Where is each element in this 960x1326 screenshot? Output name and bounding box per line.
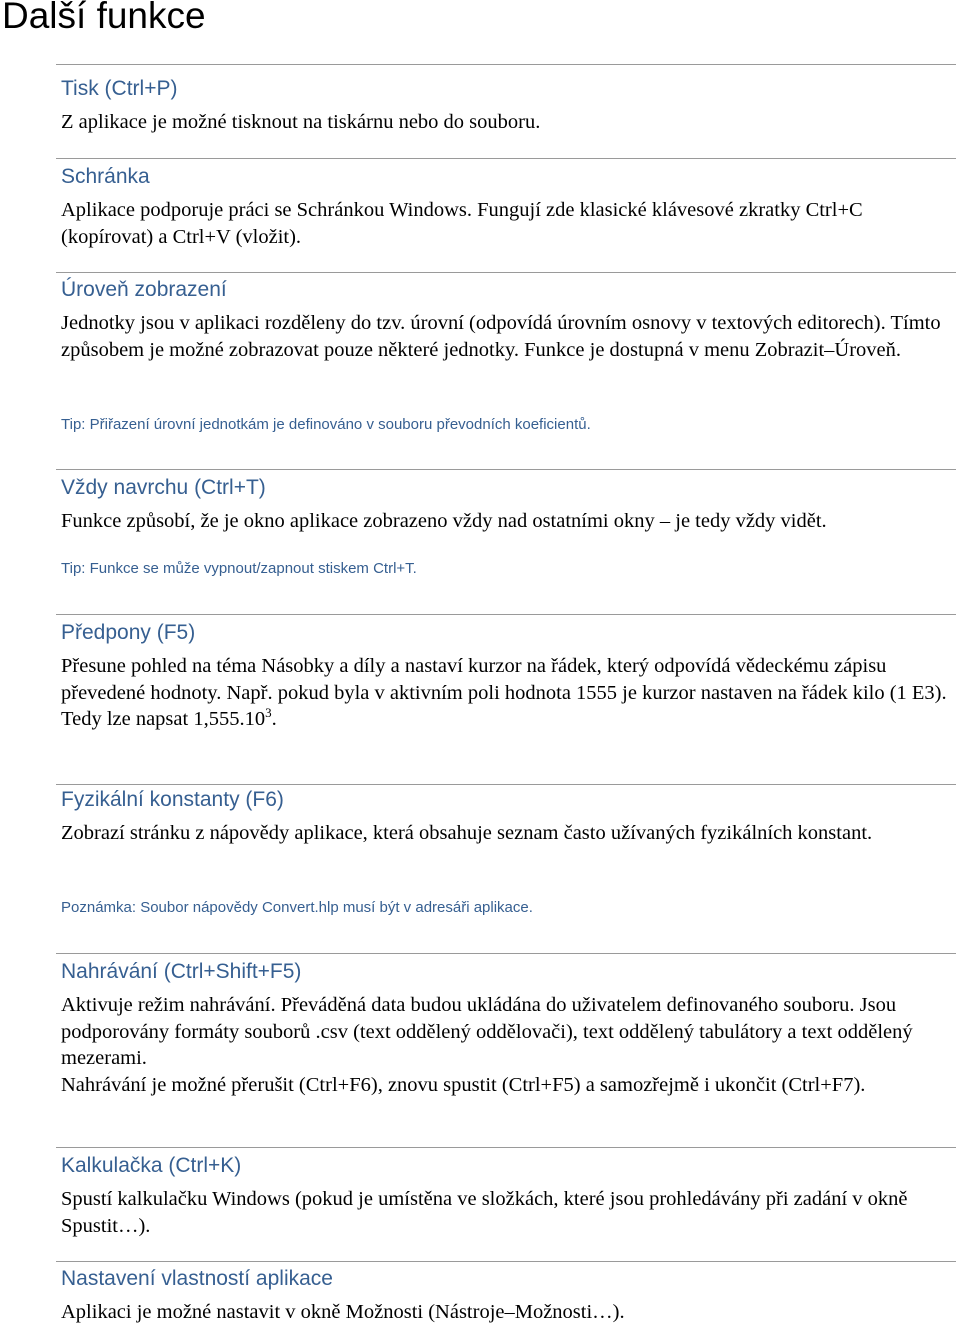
body-text: Funkce způsobí, že je okno aplikace zobrazeno vždy nad ostatními okny – je tedy vždy vidět.	[61, 510, 827, 532]
section-heading: Předpony (F5)	[61, 621, 196, 644]
body-text: Z aplikace je možné tisknout na tiskárnu nebo do souboru.	[61, 111, 541, 133]
section-divider	[56, 1147, 956, 1148]
section-divider	[56, 1261, 956, 1262]
section-body	[61, 653, 950, 733]
body-text: Spustí kalkulačku Windows (pokud je umístěna ve složkách, které jsou prohledávány při zadání v okně Spustit…).	[61, 1188, 908, 1237]
body-text: Aplikaci je možné nastavit v okně Možnosti (Nástroje–Možnosti…).	[61, 1301, 625, 1323]
section-divider	[56, 158, 956, 159]
section-body	[61, 310, 950, 363]
tip-note: Tip: Přiřazení úrovní jednotkám je definováno v souboru převodních koeficientů.	[61, 416, 591, 433]
section-divider	[56, 272, 956, 273]
section-heading: Fyzikální konstanty (F6)	[61, 788, 284, 811]
tip-note: Tip: Funkce se může vypnout/zapnout stiskem Ctrl+T.	[61, 560, 417, 577]
section-heading: Nahrávání (Ctrl+Shift+F5)	[61, 960, 302, 983]
body-text: Aplikace podporuje práci se Schránkou Windows. Fungují zde klasické klávesové zkratky Ctrl+C (kopírovat) a Ctrl+V (vložit).	[61, 199, 863, 248]
section-divider	[56, 614, 956, 615]
body-text: Zobrazí stránku z nápovědy aplikace, která obsahuje seznam často užívaných fyzikálních konstant.	[61, 822, 873, 844]
section-body	[61, 992, 950, 1098]
section-heading: Úroveň zobrazení	[61, 278, 227, 301]
section-heading: Schránka	[61, 165, 150, 188]
section-body	[61, 197, 950, 250]
section-body	[61, 1186, 950, 1239]
body-text: Jednotky jsou v aplikaci rozděleny do tzv. úrovní (odpovídá úrovním osnovy v textových editorech). Tímto způsobem je možné zobrazovat pouze některé jednotky. Funkce je dostupná v menu Zobrazit–Úroveň.	[61, 312, 941, 361]
section-heading: Tisk (Ctrl+P)	[61, 77, 178, 100]
page-title: Další funkce	[2, 0, 206, 36]
section-heading: Nastavení vlastností aplikace	[61, 1267, 333, 1290]
section-body	[61, 1299, 950, 1326]
body-text: Aktivuje režim nahrávání. Převáděná data budou ukládána do uživatelem definovaného souboru. Jsou podporovány formáty souborů .csv (text oddělený oddělovači), text oddělený tabulátory a text oddělený mezerami.	[61, 994, 913, 1069]
section-heading: Vždy navrchu (Ctrl+T)	[61, 476, 266, 499]
body-text-end: .	[271, 708, 277, 730]
section-divider	[56, 64, 956, 65]
section-divider	[56, 953, 956, 954]
section-body	[61, 508, 950, 535]
section-divider	[56, 784, 956, 785]
section-body	[61, 820, 950, 847]
exponent: 3	[265, 705, 272, 720]
body-text	[61, 653, 950, 733]
section-heading: Kalkulačka (Ctrl+K)	[61, 1154, 242, 1177]
remark-note: Poznámka: Soubor nápovědy Convert.hlp musí být v adresáři aplikace.	[61, 899, 533, 916]
body-text-main: Přesune pohled na téma Násobky a díly a nastaví kurzor na řádek, který odpovídá vědeckému zápisu převedené hodnoty. Např. pokud byla v aktivním poli hodnota 1555 je kurzor nastaven na řádek kilo (1 E3). Tedy lze napsat 1,555.10	[61, 655, 947, 730]
body-text-2: Nahrávání je možné přerušit (Ctrl+F6), znovu spustit (Ctrl+F5) a samozřejmě i ukončit (Ctrl+F7).	[61, 1073, 866, 1096]
section-divider	[56, 469, 956, 470]
section-body	[61, 109, 950, 136]
